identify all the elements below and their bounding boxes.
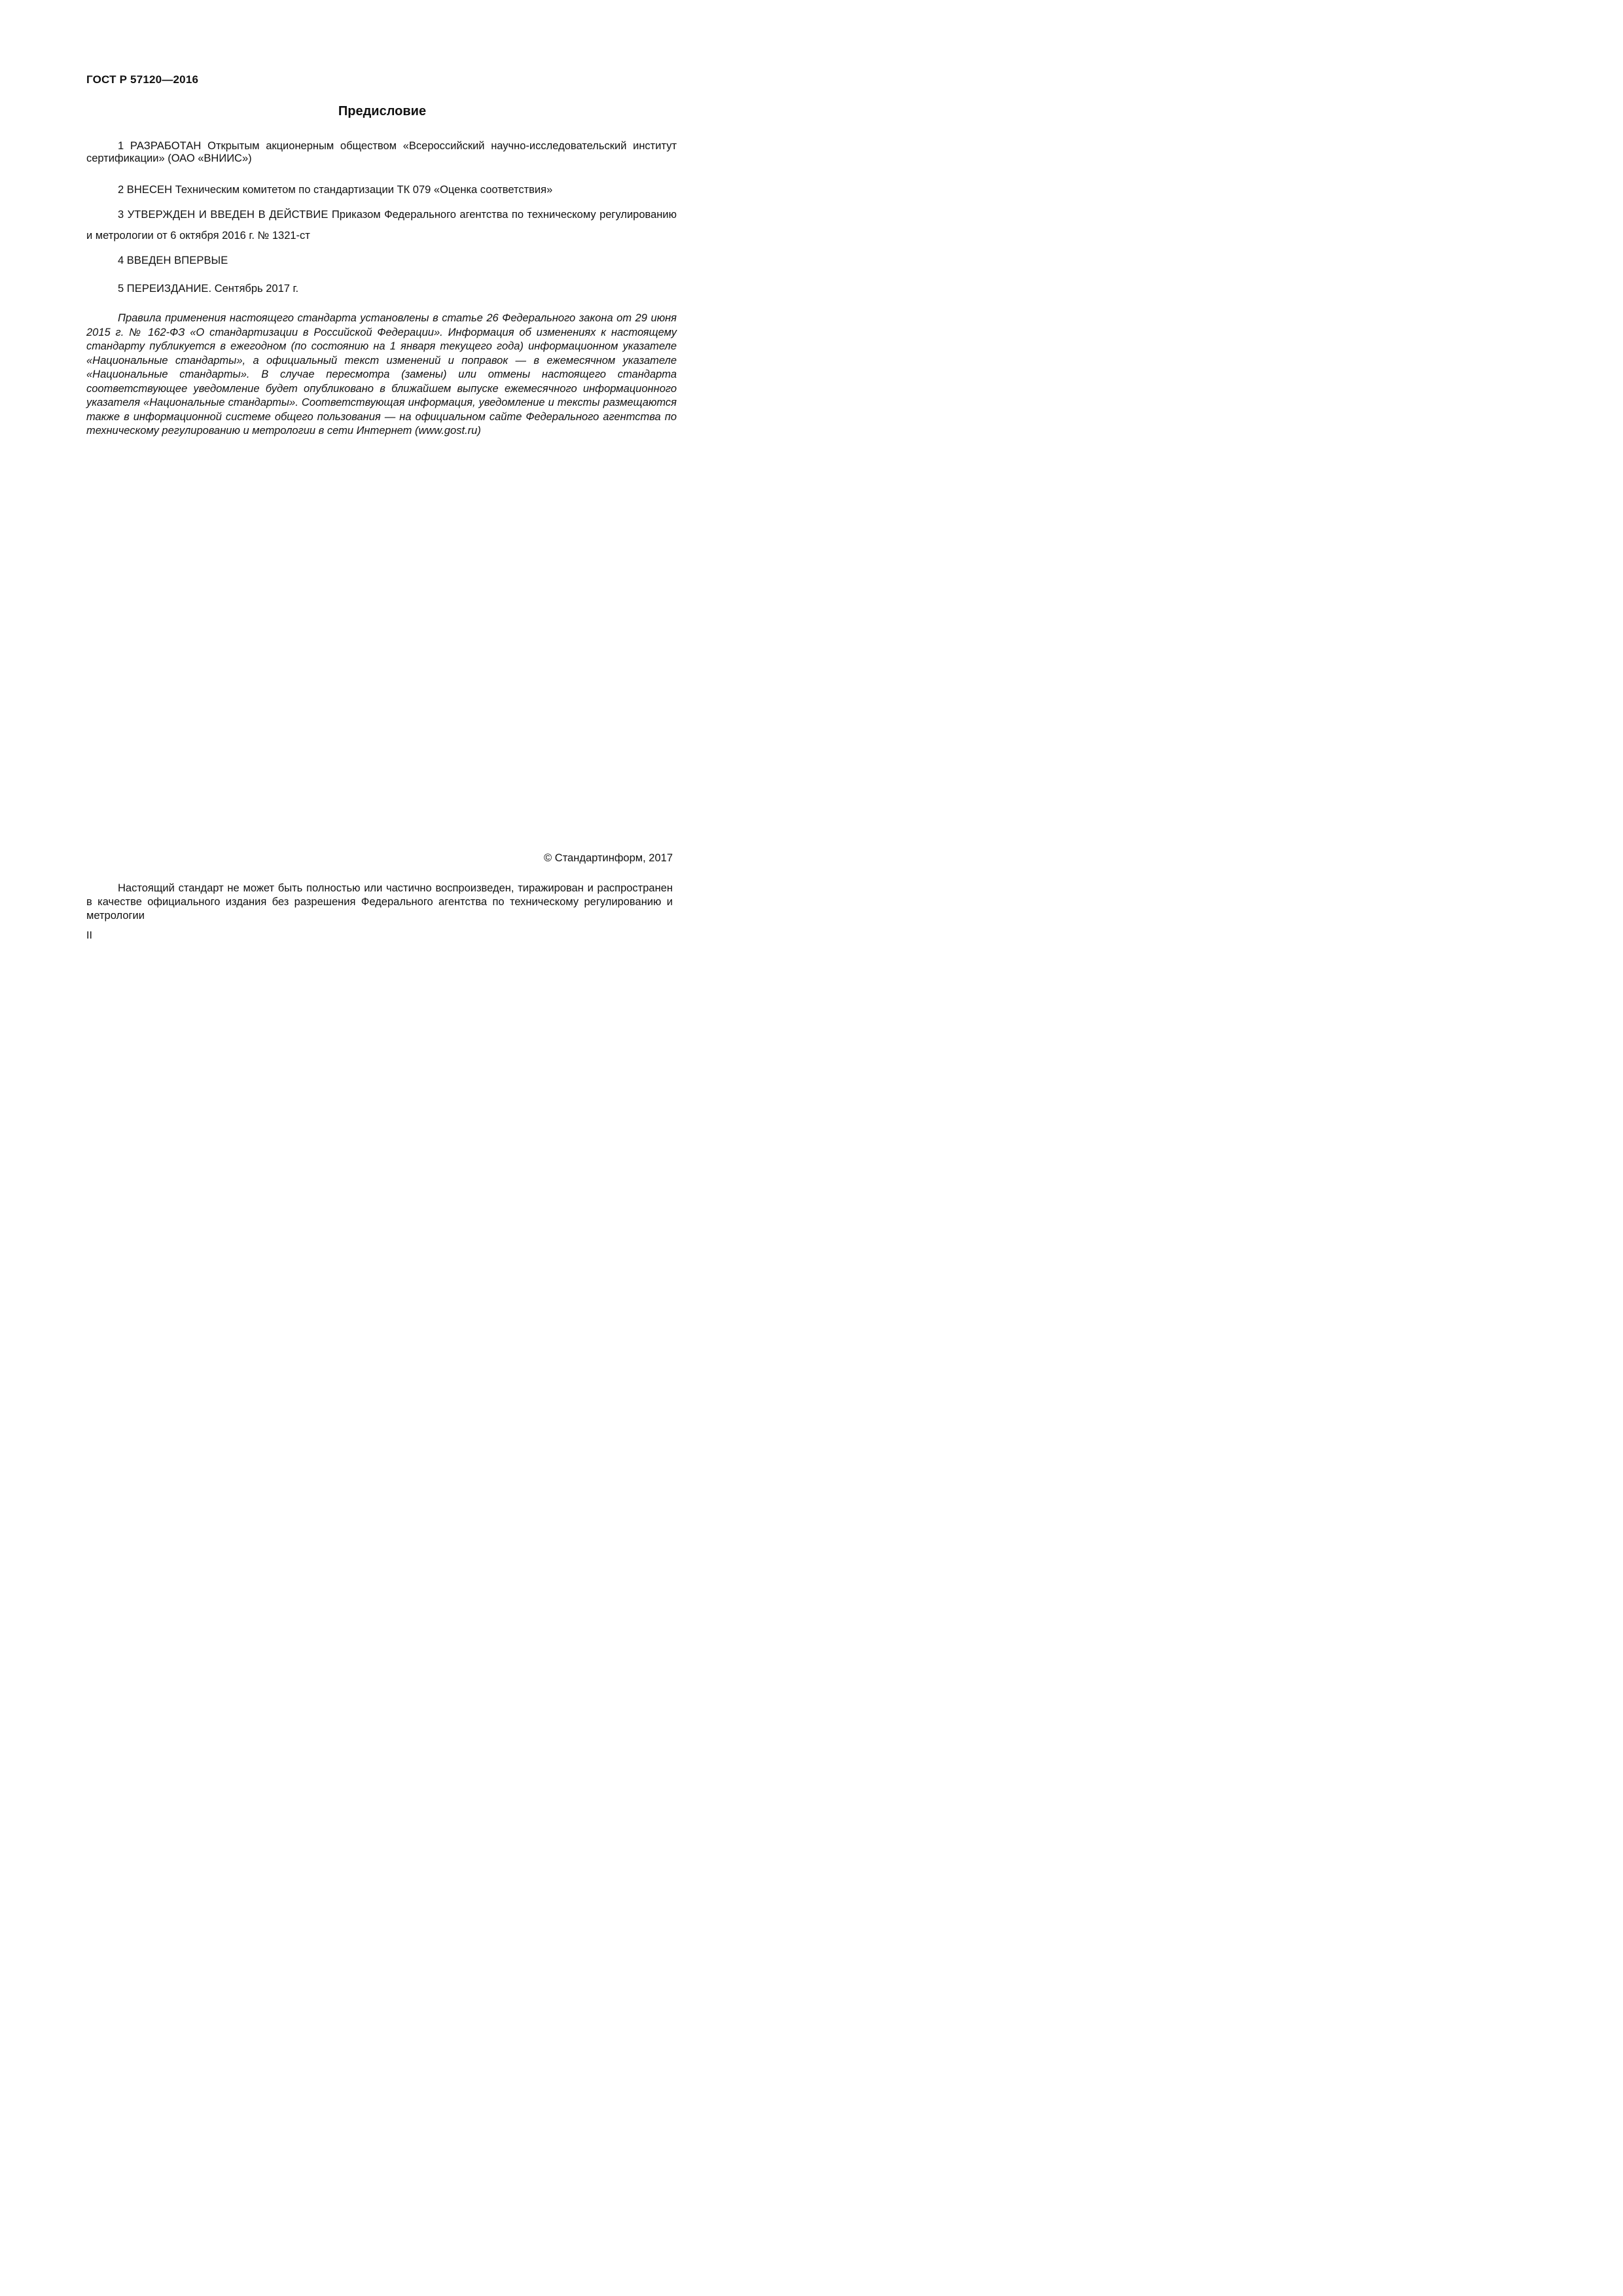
foreword-item-2	[86, 184, 677, 196]
document-page	[0, 0, 720, 1018]
item-number: 5	[118, 283, 124, 295]
foreword-item-4	[86, 255, 677, 267]
foreword-item-3	[86, 204, 677, 246]
rules-note	[86, 312, 677, 439]
section-title: Предисловие	[338, 104, 427, 118]
copyright: © Стандартинформ, 2017	[544, 852, 673, 864]
reproduction-notice	[86, 882, 673, 923]
item-lead: ВНЕСЕН	[126, 184, 173, 196]
item-lead: ВВЕДЕН ВПЕРВЫЕ	[126, 255, 228, 266]
item-number: 2	[118, 184, 124, 196]
item-lead: УТВЕРЖДЕН И ВВЕДЕН В ДЕЙСТВИЕ	[127, 209, 329, 221]
item-text: . Сентябрь 2017 г.	[208, 283, 299, 295]
item-text: Открытым акционерным обществом «Всероссийский научно-исследовательский институт сертификации» (ОАО «ВНИИС»)	[86, 140, 677, 164]
item-lead: ПЕРЕИЗДАНИЕ	[126, 283, 209, 295]
item-text: Техническим комитетом по стандартизации ТК 079 «Оценка соответствия»	[172, 184, 553, 196]
item-text: Приказом Федерального агентства по техническому регулированию и метрологии от 6 октября 2016 г. № 1321-ст	[86, 209, 677, 242]
page-number: II	[86, 930, 92, 941]
foreword-item-1	[86, 140, 677, 165]
item-number: 3	[118, 209, 124, 221]
item-number: 4	[118, 255, 124, 266]
item-lead: РАЗРАБОТАН	[130, 140, 202, 152]
document-code: ГОСТ Р 57120—2016	[86, 73, 199, 86]
foreword-item-5	[86, 283, 677, 295]
item-number: 1	[118, 140, 124, 152]
reproduction-notice-text: Настоящий стандарт не может быть полностью или частично воспроизведен, тиражирован и распространен в качестве официального издания без разрешения Федерального агентства по техническому регулированию и метрологии	[86, 882, 673, 922]
rules-note-text: Правила применения настоящего стандарта установлены в статье 26 Федерального закона от 29 июня 2015 г. № 162-ФЗ «О стандартизации в Российской Федерации». Информация об изменениях к настоящему стандарту публикуется в ежегодном (по состоянию на 1 января текущего года) информационном указателе «Национальные стандарты», а официальный текст изменений и поправок — в ежемесячном указателе «Национальные стандарты». В случае пересмотра (замены) или отмены настоящего стандарта соответствующее уведомление будет опубликовано в ближайшем выпуске ежемесячного информационного указателя «Национальные стандарты». Соответствующая информация, уведомление и тексты размещаются также в информационной системе общего пользования — на официальном сайте Федерального агентства по техническому регулированию и метрологии в сети Интернет (www.gost.ru)	[86, 312, 677, 437]
